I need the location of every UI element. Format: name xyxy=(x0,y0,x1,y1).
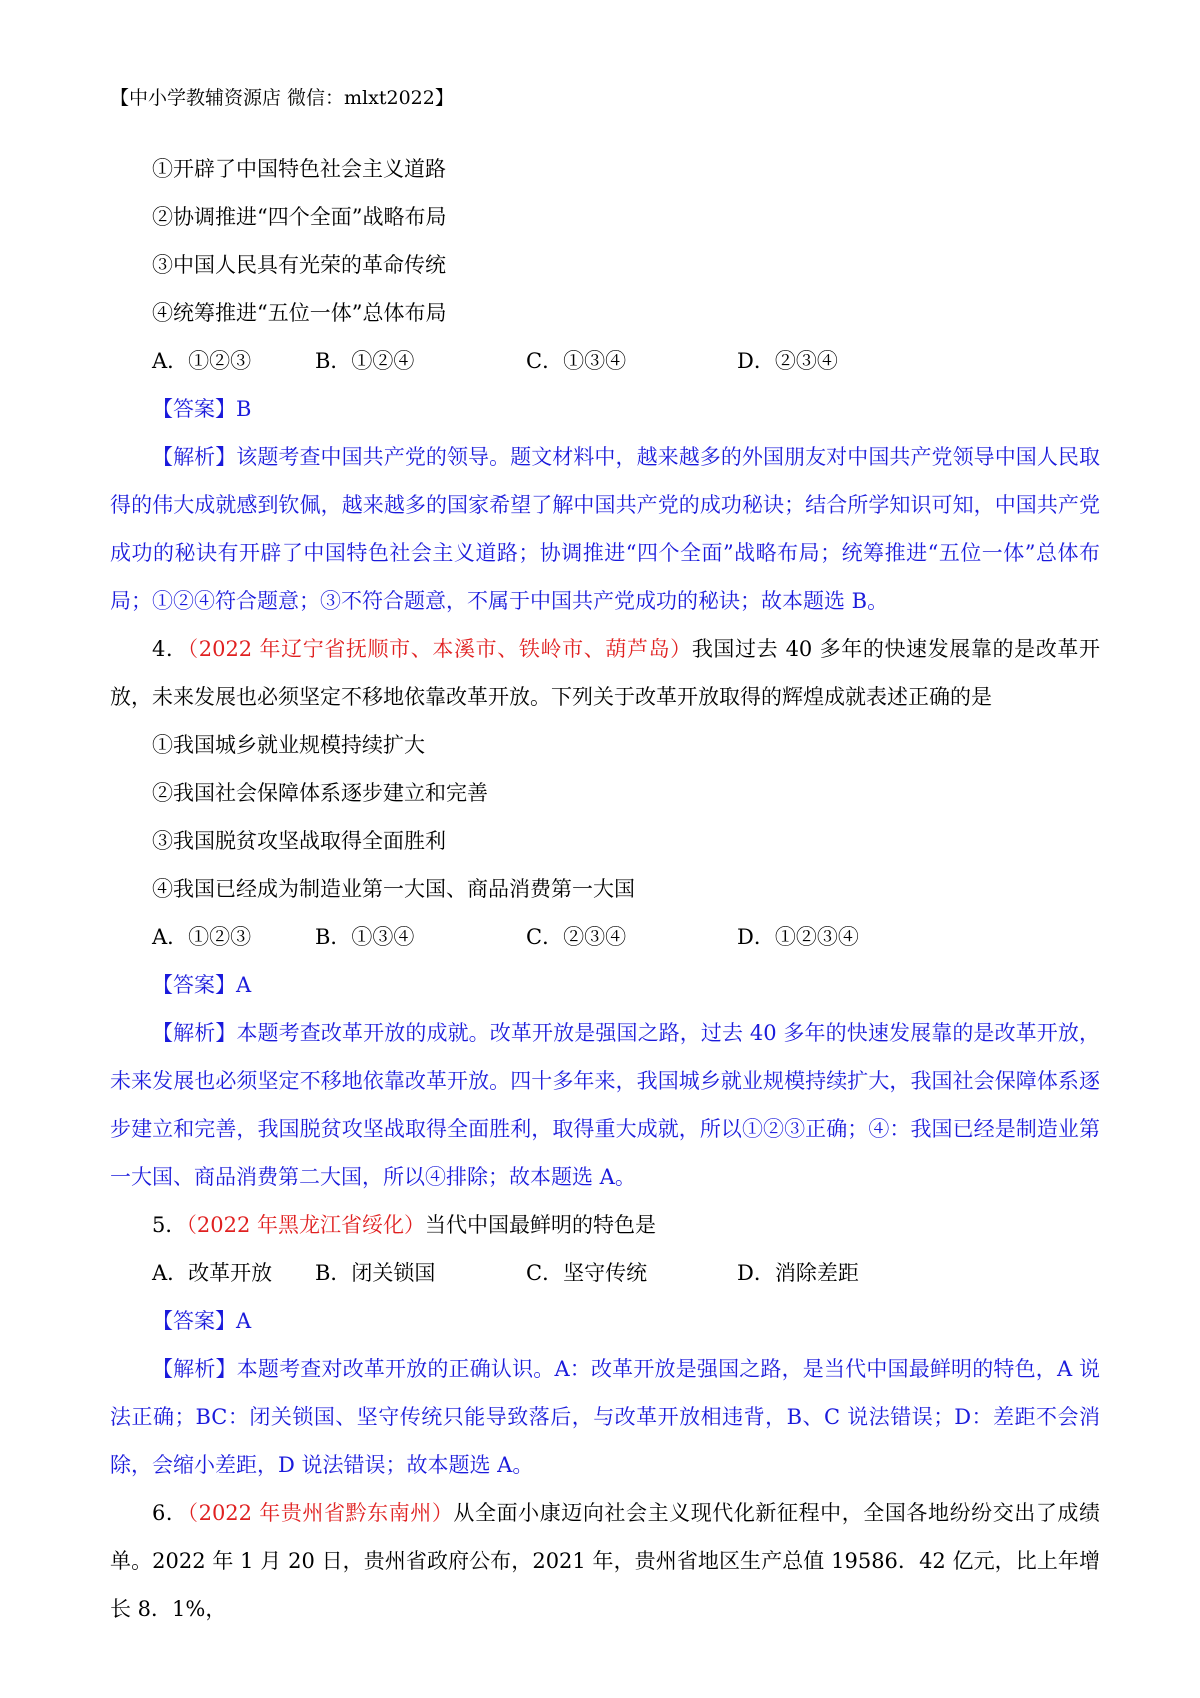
q4-item-4: ④我国已经成为制造业第一大国、商品消费第一大国 xyxy=(152,877,635,901)
q3-option-b: B．①②④ xyxy=(315,349,415,373)
q3-options xyxy=(110,337,1100,385)
q3-answer: 【答案】B xyxy=(152,397,252,421)
q5-stem-paragraph xyxy=(110,1201,1100,1249)
q5-source: （2022 年黑龙江省绥化） xyxy=(186,1213,425,1237)
q5-option-b: B．闭关锁国 xyxy=(315,1261,436,1285)
q5-options xyxy=(110,1249,1100,1297)
q6-source: （2022 年贵州省黔东南州） xyxy=(187,1501,454,1525)
q6-stem-paragraph xyxy=(110,1489,1100,1633)
q4-source: （2022 年辽宁省抚顺市、本溪市、铁岭市、葫芦岛） xyxy=(187,637,692,661)
q6-stem: 从全面小康迈向社会主义现代化新征程中，全国各地纷纷交出了成绩单。2022 年 1 月 20 日，贵州省政府公布，2021 年，贵州省地区生产总值 19586．42 亿元，比上年增长 8．1%， xyxy=(110,1501,1100,1621)
q3-item-1: ①开辟了中国特色社会主义道路 xyxy=(152,157,446,181)
q4-answer: 【答案】A xyxy=(152,973,252,997)
q4-stem: 我国过去 40 多年的快速发展靠的是改革开放，未来发展也必须坚定不移地依靠改革开放。下列关于改革开放取得的辉煌成就表述正确的是 xyxy=(110,637,1100,709)
page-header: 【中小学教辅资源店 微信：mlxt2022】 xyxy=(110,87,454,109)
q4-number: 4． xyxy=(152,637,188,661)
document-body xyxy=(110,145,1100,1633)
q4-analysis: 【解析】本题考查改革开放的成就。改革开放是强国之路，过去 40 多年的快速发展靠的是改革开放，未来发展也必须坚定不移地依靠改革开放。四十多年来，我国城乡就业规模持续扩大，我国社会保障体系逐步建立和完善，我国脱贫攻坚战取得全面胜利，取得重大成就，所以①②③正确；④：我国已经是制造业第一大国、商品消费第二大国，所以④排除；故本题选 A。 xyxy=(110,1021,1100,1189)
q3-option-a: A．①②③ xyxy=(152,349,252,373)
q5-answer: 【答案】A xyxy=(152,1309,252,1333)
q4-options xyxy=(110,913,1100,961)
q4-stem-paragraph xyxy=(110,625,1100,721)
q3-item-4: ④统筹推进“五位一体”总体布局 xyxy=(152,301,447,325)
q5-option-a: A．改革开放 xyxy=(152,1261,273,1285)
q4-option-a: A．①②③ xyxy=(152,925,252,949)
q4-item-2: ②我国社会保障体系逐步建立和完善 xyxy=(152,781,488,805)
q4-item-3: ③我国脱贫攻坚战取得全面胜利 xyxy=(152,829,446,853)
q5-number: 5． xyxy=(152,1213,187,1237)
q5-stem: 当代中国最鲜明的特色是 xyxy=(425,1213,656,1237)
q3-analysis: 【解析】该题考查中国共产党的领导。题文材料中，越来越多的外国朋友对中国共产党领导中国人民取得的伟大成就感到钦佩，越来越多的国家希望了解中国共产党的成功秘诀；结合所学知识可知，中国共产党成功的秘诀有开辟了中国特色社会主义道路；协调推进“四个全面”战略布局；统筹推进“五位一体”总体布局；①②④符合题意；③不符合题意，不属于中国共产党成功的秘诀；故本题选 B。 xyxy=(110,445,1100,613)
q5-option-c: C．坚守传统 xyxy=(526,1261,648,1285)
q3-item-3: ③中国人民具有光荣的革命传统 xyxy=(152,253,446,277)
q6-number: 6． xyxy=(152,1501,188,1525)
q3-item-2: ②协调推进“四个全面”战略布局 xyxy=(152,205,447,229)
q5-option-d: D．消除差距 xyxy=(737,1261,859,1285)
q5-analysis: 【解析】本题考查对改革开放的正确认识。A：改革开放是强国之路，是当代中国最鲜明的特色，A 说法正确；BC：闭关锁国、坚守传统只能导致落后，与改革开放相违背，B、C 说法错误；D：差距不会消除，会缩小差距，D 说法错误；故本题选 A。 xyxy=(110,1357,1100,1477)
q3-option-d: D．②③④ xyxy=(737,349,838,373)
q3-option-c: C．①③④ xyxy=(526,349,627,373)
q4-item-1: ①我国城乡就业规模持续扩大 xyxy=(152,733,425,757)
q4-option-b: B．①③④ xyxy=(315,925,415,949)
q4-option-d: D．①②③④ xyxy=(737,925,859,949)
q4-option-c: C．②③④ xyxy=(526,925,627,949)
